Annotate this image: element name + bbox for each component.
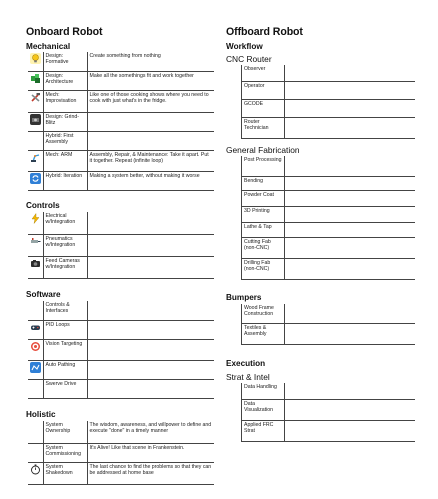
table-row	[242, 190, 416, 206]
workflow-heading: Workflow	[226, 42, 263, 51]
holistic-table	[28, 421, 214, 485]
skill-name: Hybrid: Iteration	[43, 171, 87, 190]
skill-name: Mech: ARM	[43, 150, 87, 171]
hammer-wrench-icon	[30, 92, 41, 103]
table-row	[28, 339, 214, 360]
skill-name: 3D Printing	[242, 206, 285, 222]
skill-name: Cutting Fab (non-CNC)	[242, 237, 285, 258]
skill-name: GCODE	[242, 99, 285, 117]
table-row	[242, 65, 416, 81]
skill-description: Create something from nothing	[87, 52, 214, 71]
skill-name: Wood Frame Construction	[242, 304, 285, 323]
skill-name: Data Visualization	[242, 399, 285, 420]
skill-name: Observer	[242, 65, 285, 81]
cnc-router-table	[241, 65, 415, 139]
offboard-title: Offboard Robot	[226, 26, 303, 38]
skill-name: Hybrid: First Assembly	[43, 131, 87, 150]
strat-intel-table	[241, 383, 415, 442]
pneumatics-icon	[30, 236, 41, 247]
table-row	[28, 462, 214, 484]
strat-intel-heading: Strat & Intel	[226, 372, 270, 382]
skill-name: Swerve Drive	[43, 379, 87, 398]
skill-name: Feed Cameras w/Integration	[43, 256, 87, 278]
skill-name: Auto Pathing	[43, 360, 87, 379]
skill-description	[87, 379, 214, 398]
skill-name: System Shakedown	[43, 462, 87, 484]
execution-heading: Execution	[226, 359, 266, 368]
skill-description	[87, 301, 214, 320]
auto-path-icon	[30, 362, 41, 373]
skill-name: Electrical w/Integration	[43, 212, 87, 234]
table-row	[28, 443, 214, 462]
skill-description: Like one of those cooking shows where you need to cook with just what's in the fridge.	[87, 90, 214, 112]
general-fabrication-heading: General Fabrication	[226, 145, 300, 155]
table-row	[242, 81, 416, 99]
table-row	[28, 256, 214, 278]
skill-name: Data Handling	[242, 383, 285, 399]
skill-description: The wisdom, awareness, and willpower to define and execute "done" in a timely manner	[87, 421, 214, 443]
skill-name: System Ownership	[43, 421, 87, 443]
table-row	[242, 304, 416, 323]
skill-name: Design: Architecture	[43, 71, 87, 90]
table-row	[242, 156, 416, 176]
skill-name: System Commissioning	[43, 443, 87, 462]
skill-description	[87, 339, 214, 360]
skill-name: PID Loops	[43, 320, 87, 339]
table-row	[28, 320, 214, 339]
holistic-heading: Holistic	[26, 410, 56, 419]
skill-name: Lathe & Tap	[242, 222, 285, 237]
skill-description: Make all the somethings fit and work together	[87, 71, 214, 90]
lightbulb-icon	[30, 53, 41, 64]
software-heading: Software	[26, 290, 61, 299]
skill-description: The last chance to find the problems so that they can be addressed at home base	[87, 462, 214, 484]
onboard-title: Onboard Robot	[26, 26, 103, 38]
bumpers-heading: Bumpers	[226, 293, 262, 302]
controls-table	[28, 212, 214, 279]
skill-name: Textiles & Assembly	[242, 323, 285, 344]
controls-heading: Controls	[26, 201, 60, 210]
skill-description: It's Alive! Like that scene in Frankenstein.	[87, 443, 214, 462]
skill-name: Bending	[242, 176, 285, 190]
skill-name: Controls & Interfaces	[43, 301, 87, 320]
skill-description	[87, 212, 214, 234]
table-row	[242, 420, 416, 441]
puzzle-icon	[30, 73, 41, 84]
skill-description	[87, 131, 214, 150]
skill-name: Design: Formative	[43, 52, 87, 71]
skill-name: Operator	[242, 81, 285, 99]
table-row	[28, 234, 214, 256]
table-row	[28, 52, 214, 71]
table-row	[28, 171, 214, 190]
target-icon	[30, 341, 41, 352]
table-row	[28, 112, 214, 131]
table-row	[242, 117, 416, 138]
table-row	[28, 212, 214, 234]
grinder-icon	[30, 114, 41, 125]
skill-name: Vision Targeting	[43, 339, 87, 360]
skill-name: Drilling Fab (non-CNC)	[242, 258, 285, 279]
table-row	[242, 258, 416, 279]
skill-name: Post Processing	[242, 156, 285, 176]
skill-name: Applied FRC Strat	[242, 420, 285, 441]
table-row	[28, 131, 214, 150]
table-row	[242, 237, 416, 258]
general-fabrication-table	[241, 156, 415, 280]
software-table	[28, 301, 214, 399]
robot-arm-icon	[30, 152, 41, 163]
camera-feed-icon	[30, 258, 41, 269]
skill-name: Pneumatics w/Integration	[43, 234, 87, 256]
table-row	[28, 301, 214, 320]
gamepad-icon	[30, 322, 41, 333]
table-row	[242, 383, 416, 399]
mechanical-heading: Mechanical	[26, 42, 71, 51]
skill-description	[87, 112, 214, 131]
skill-description	[87, 234, 214, 256]
cnc-router-heading: CNC Router	[226, 54, 272, 64]
iterate-icon	[30, 173, 41, 184]
skill-name: Router Technician	[242, 117, 285, 138]
table-row	[28, 379, 214, 398]
bumpers-table	[241, 304, 415, 345]
stopwatch-icon	[30, 464, 41, 475]
table-row	[28, 360, 214, 379]
skill-description	[87, 256, 214, 278]
table-row	[28, 90, 214, 112]
table-row	[242, 399, 416, 420]
mechanical-table	[28, 52, 214, 191]
table-row	[242, 176, 416, 190]
table-row	[242, 206, 416, 222]
skill-name: Powder Coat	[242, 190, 285, 206]
table-row	[28, 71, 214, 90]
table-row	[28, 421, 214, 443]
table-row	[242, 99, 416, 117]
skill-name: Mech: Improvisation	[43, 90, 87, 112]
table-row	[242, 222, 416, 237]
lightning-icon	[30, 213, 41, 224]
skill-description	[87, 320, 214, 339]
skill-name: Design: Grind-Blitz	[43, 112, 87, 131]
table-row	[242, 323, 416, 344]
skill-description: Making a system better, without making it worse	[87, 171, 214, 190]
skill-description: Assembly, Repair, & Maintenance: Take it apart. Put it together. Repeat (infinite loop)	[87, 150, 214, 171]
table-row	[28, 150, 214, 171]
skill-description	[87, 360, 214, 379]
